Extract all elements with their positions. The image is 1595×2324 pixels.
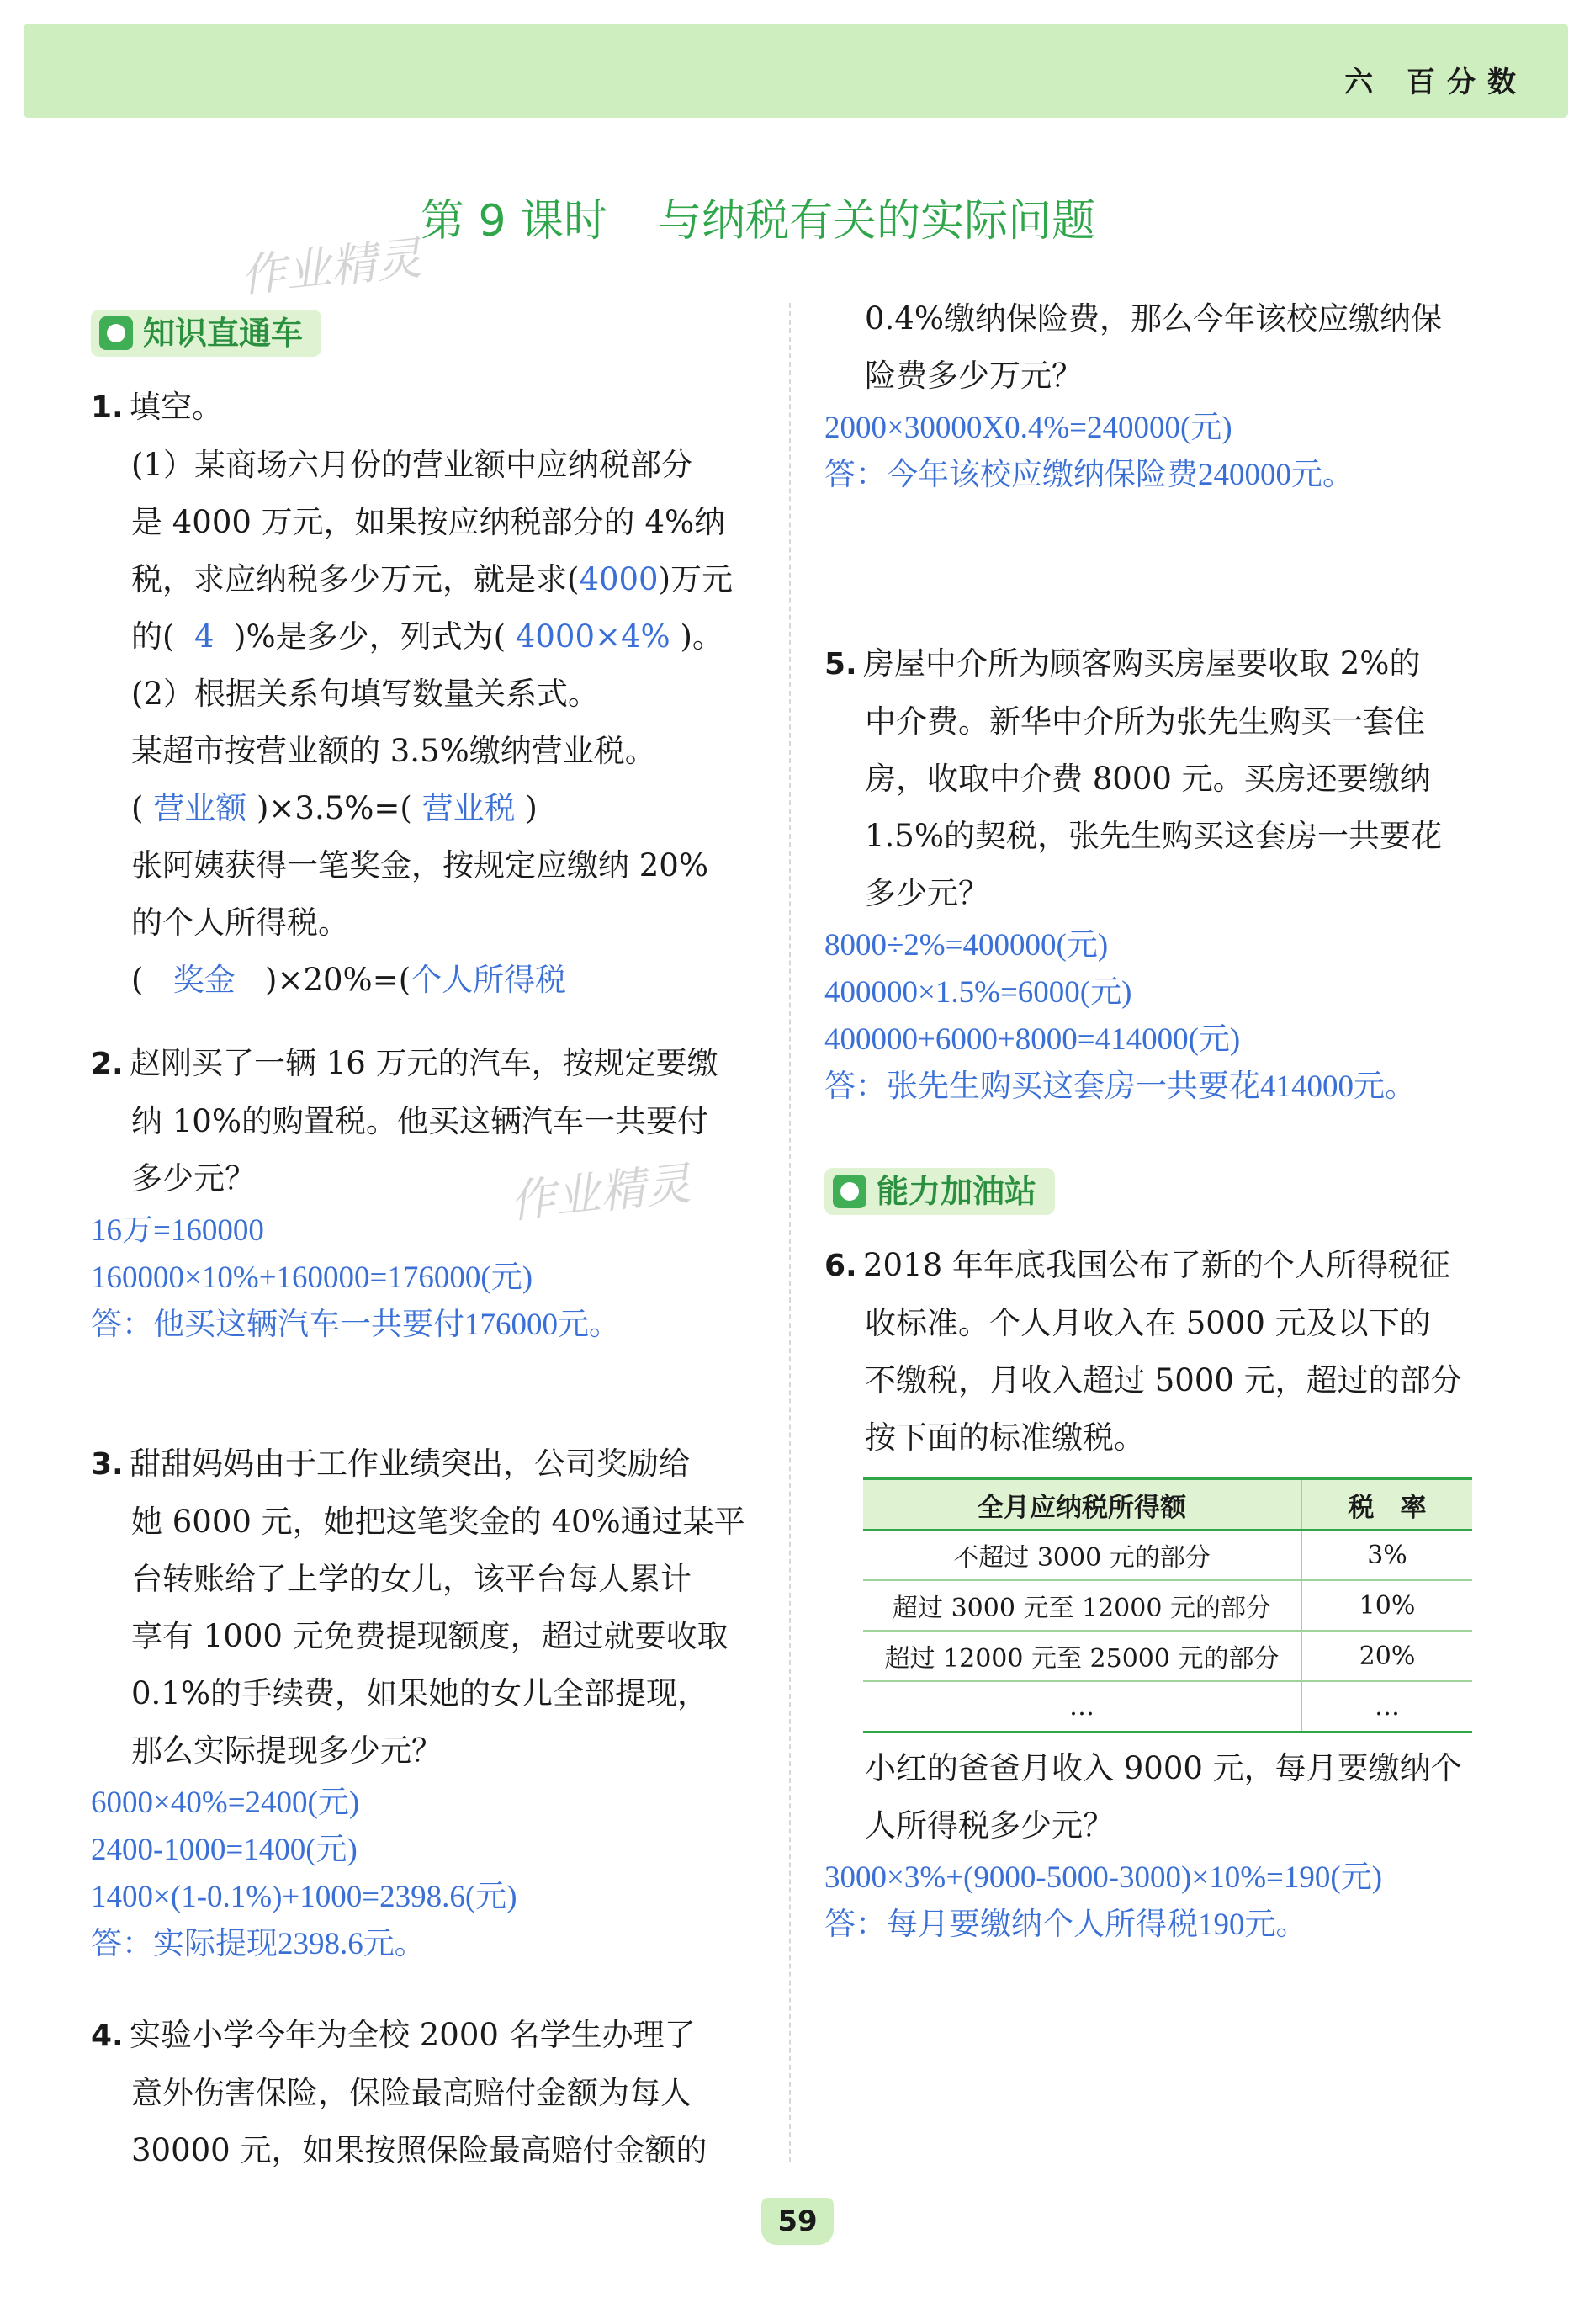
- question-number: 4.: [91, 2019, 124, 2053]
- fill-answer: 4000: [579, 561, 659, 597]
- answer-line: 16万=160000: [91, 1213, 264, 1248]
- text-line: 台转账给了上学的女儿，该平台每人累计: [131, 1561, 692, 1597]
- answer-line: 400000×1.5%=6000(元): [824, 975, 1132, 1010]
- text-line: 30000 元，如果按照保险最高赔付金额的: [131, 2132, 707, 2168]
- lesson-number: 第 9 课时: [421, 196, 608, 247]
- lesson-name: 与纳税有关的实际问题: [658, 196, 1096, 247]
- table-cell: …: [863, 1681, 1301, 1732]
- answer-line: 6000×40%=2400(元): [91, 1785, 360, 1820]
- section-tag-ability: [824, 1168, 1055, 1215]
- tax-rate-table: [863, 1477, 1472, 1733]
- table-cell: 超过 3000 元至 12000 元的部分: [863, 1580, 1301, 1631]
- text-line: 多少元？: [865, 875, 989, 911]
- table-cell: 20%: [1301, 1631, 1472, 1681]
- section-tag-knowledge: [91, 310, 321, 357]
- table-row: [863, 1681, 1472, 1732]
- answer-line: 400000+6000+8000=414000(元): [824, 1022, 1241, 1057]
- text-line: 不缴税，月收入超过 5000 元，超过的部分: [865, 1362, 1462, 1398]
- fill-answer: 奖金: [172, 962, 236, 998]
- answer-line: 答：实际提现2398.6元。: [91, 1927, 426, 1961]
- fill-answer: 营业额: [153, 790, 247, 826]
- answer-line: 2400-1000=1400(元): [91, 1833, 358, 1867]
- text-line: 人所得税多少元？: [865, 1807, 1114, 1844]
- text-line: 房屋中介所为顾客购买房屋要收取 2%的: [863, 645, 1421, 682]
- text-line: 实验小学今年为全校 2000 名学生办理了: [130, 2017, 696, 2053]
- table-cell: 超过 12000 元至 25000 元的部分: [863, 1631, 1301, 1681]
- question-number: 3.: [91, 1447, 124, 1482]
- question-6: [824, 1237, 1472, 1949]
- text-line: 她 6000 元，她把这笔奖金的 40%通过某平: [131, 1504, 745, 1540]
- text-line: 甜甜妈妈由于工作业绩突出，公司奖励给: [130, 1446, 690, 1482]
- text-line: 按下面的标准缴税。: [865, 1419, 1145, 1456]
- question-4: [91, 2007, 707, 2179]
- answer-line: 3000×3%+(9000-5000-3000)×10%=190(元): [824, 1860, 1383, 1895]
- text-line: 税，求应纳税多少万元，就是求(4000)万元: [131, 561, 734, 597]
- formula-line: ( 奖金 )×20%=(个人所得税: [131, 962, 567, 998]
- lesson-title: [421, 185, 1095, 248]
- question-5: [824, 635, 1442, 1111]
- text-line: 房，收取中介费 8000 元。买房还要缴纳: [865, 761, 1431, 797]
- question-number: 1.: [91, 390, 124, 425]
- chapter-label: 六 百分数: [1344, 66, 1528, 99]
- fill-answer: 4: [193, 618, 215, 655]
- table-cell: 不超过 3000 元的部分: [863, 1530, 1301, 1580]
- table-row: [863, 1530, 1472, 1580]
- table-cell: 3%: [1301, 1530, 1472, 1580]
- question-number: 2.: [91, 1047, 124, 1081]
- text-line: 小红的爸爸月收入 9000 元，每月要缴纳个: [865, 1750, 1462, 1786]
- formula-line: ( 营业额 )×3.5%=( 营业税 ): [131, 790, 538, 826]
- train-icon: [99, 316, 133, 350]
- text-line: 意外伤害保险，保险最高赔付金额为每人: [131, 2075, 692, 2111]
- text-line: 收标准。个人月收入在 5000 元及以下的: [865, 1305, 1431, 1341]
- answer-line: 160000×10%+160000=176000(元): [91, 1260, 533, 1295]
- question-2: [91, 1035, 718, 1349]
- text-line: 的( 4 )%是多少，列式为( 4000×4% )。: [131, 618, 723, 655]
- question-number: 5.: [824, 647, 857, 682]
- text-line: 赵刚买了一辆 16 万元的汽车，按规定要缴: [130, 1045, 718, 1081]
- column-divider: [789, 303, 791, 2162]
- fill-answer: 4000×4%: [515, 618, 670, 655]
- watermark: 作业精灵: [237, 231, 425, 304]
- text-line: 多少元？: [131, 1160, 256, 1196]
- text-line: (2）根据关系句填写数量关系式。: [131, 676, 599, 712]
- text-line: 张阿姨获得一笔奖金，按规定应缴纳 20%: [131, 847, 708, 883]
- answer-line: 1400×(1-0.1%)+1000=2398.6(元): [91, 1880, 517, 1914]
- question-number: 6.: [824, 1249, 857, 1283]
- text-line: 的个人所得税。: [131, 905, 349, 941]
- text-line: 0.1%的手续费，如果她的女儿全部提现，: [131, 1675, 708, 1711]
- answer-line: 答：张先生购买这套房一共要花414000元。: [824, 1069, 1416, 1104]
- table-row: [863, 1580, 1472, 1631]
- text-line: 0.4%缴纳保险费，那么今年该校应缴纳保: [865, 300, 1442, 337]
- fill-answer: 个人所得税: [411, 962, 567, 998]
- table-row: [863, 1631, 1472, 1681]
- fill-answer: 营业税: [421, 790, 516, 826]
- text-line: 险费多少万元？: [865, 358, 1083, 394]
- answer-line: 答：今年该校应缴纳保险费240000元。: [824, 458, 1354, 492]
- table-cell: 10%: [1301, 1580, 1472, 1631]
- text-line: 纳 10%的购置税。他买这辆汽车一共要付: [131, 1103, 708, 1139]
- question-4-continued: [824, 290, 1442, 499]
- text-line: 是 4000 万元，如果按应纳税部分的 4%纳: [131, 504, 726, 540]
- section-tag-label: 知识直通车: [143, 315, 304, 352]
- section-tag-label: 能力加油站: [877, 1173, 1037, 1210]
- watermark: 作业精灵: [506, 1156, 694, 1229]
- table-cell: …: [1301, 1681, 1472, 1732]
- question-1: [91, 379, 733, 1009]
- answer-line: 答：每月要缴纳个人所得税190元。: [824, 1907, 1307, 1942]
- text-line: 享有 1000 元免费提现额度，超过就要收取: [131, 1618, 729, 1654]
- question-3: [91, 1435, 745, 1968]
- dolphin-icon: [833, 1175, 866, 1208]
- text-line: (1）某商场六月份的营业额中应纳税部分: [131, 447, 692, 483]
- table-header: 全月应纳税所得额: [863, 1478, 1301, 1530]
- text-line: 那么实际提现多少元？: [131, 1732, 442, 1769]
- question-title: 填空。: [130, 389, 223, 425]
- answer-line: 2000×30000X0.4%=240000(元): [824, 411, 1232, 445]
- answer-line: 答：他买这辆汽车一共要付176000元。: [91, 1308, 620, 1342]
- header-band: [24, 24, 1568, 118]
- text-line: 1.5%的契税，张先生购买这套房一共要花: [865, 818, 1442, 854]
- text-line: 2018 年年底我国公布了新的个人所得税征: [863, 1247, 1450, 1283]
- page-number: 59: [761, 2198, 834, 2245]
- table-header: 税 率: [1301, 1478, 1472, 1530]
- answer-line: 8000÷2%=400000(元): [824, 928, 1109, 963]
- text-line: 某超市按营业额的 3.5%缴纳营业税。: [131, 733, 656, 769]
- text-line: 中介费。新华中介所为张先生购买一套住: [865, 703, 1425, 740]
- table-header-row: [863, 1478, 1472, 1530]
